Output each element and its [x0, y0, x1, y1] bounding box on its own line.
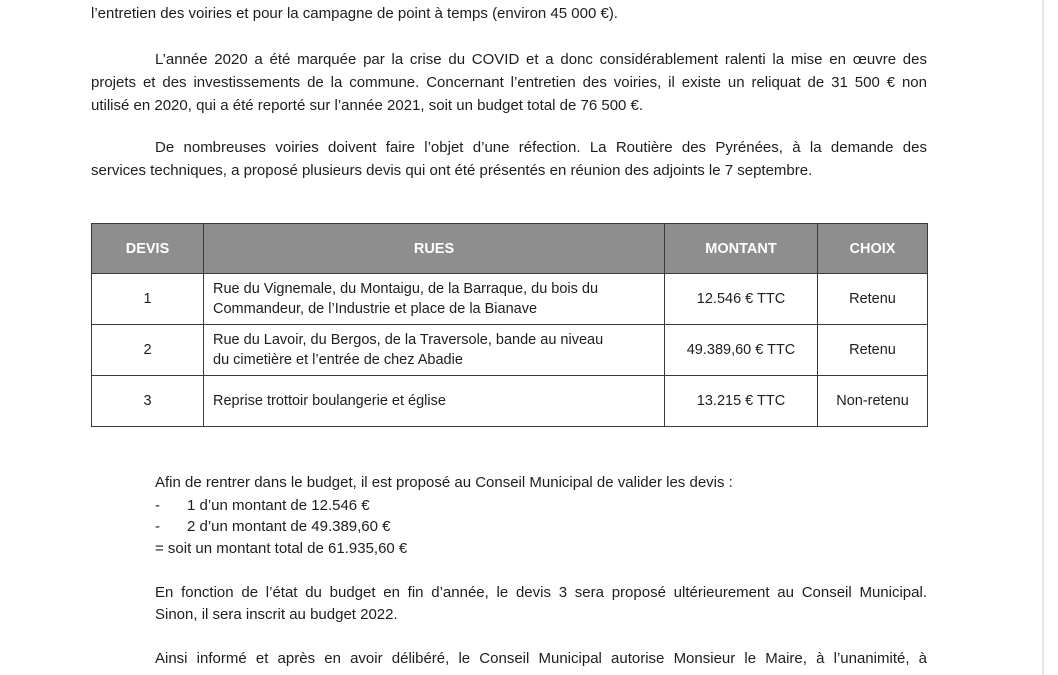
header-devis: DEVIS: [92, 224, 204, 274]
cell-montant: 12.546 € TTC: [665, 274, 818, 325]
cell-rues: [204, 325, 665, 376]
cell-choix: Non-retenu: [818, 376, 928, 427]
cell-devis: 2: [92, 325, 204, 376]
devis-table: [91, 223, 928, 427]
paragraph-2-line-1: L’année 2020 a été marquée par la crise du COVID et a donc considérablement ralenti la mise en œuvre des: [155, 51, 927, 68]
paragraph-5-line-2: Sinon, il sera inscrit au budget 2022.: [155, 606, 398, 623]
scan-edge: [1042, 0, 1044, 675]
intro-line: l’entretien des voiries et pour la campagne de point à temps (environ 45 000 €).: [91, 5, 618, 22]
list-item-text: 1 d’un montant de 12.546 €: [187, 497, 370, 514]
paragraph-6-line-1: Ainsi informé et après en avoir délibéré, le Conseil Municipal autorise Monsieur le Maire, à l’unanimité, à: [155, 650, 927, 667]
cell-rues-line: Rue du Vignemale, du Montaigu, de la Barraque, du bois du: [213, 281, 599, 297]
cell-rues-line: Reprise trottoir boulangerie et église: [213, 393, 446, 409]
cell-montant: 13.215 € TTC: [665, 376, 818, 427]
paragraph-2-line-2: projets et des investissements de la commune. Concernant l’entretien des voiries, il existe un reliquat de 31 500 € non: [91, 74, 927, 91]
cell-devis: 1: [92, 274, 204, 325]
header-rues: RUES: [204, 224, 665, 274]
paragraph-3-line-2: services techniques, a proposé plusieurs devis qui ont été présentés en réunion des adjoints le 7 septembre.: [91, 162, 813, 179]
cell-devis: 3: [92, 376, 204, 427]
table-row: [92, 274, 928, 325]
table-header-row: [92, 224, 928, 274]
list-bullet: -: [155, 518, 160, 535]
paragraph-4-lead: Afin de rentrer dans le budget, il est proposé au Conseil Municipal de valider les devis :: [155, 474, 733, 491]
paragraph-2-line-3: utilisé en 2020, qui a été reporté sur l’année 2021, soit un budget total de 76 500 €.: [91, 97, 644, 114]
list-item: [155, 517, 391, 537]
header-montant: MONTANT: [665, 224, 818, 274]
cell-choix: Retenu: [818, 274, 928, 325]
list-item-text: 2 d’un montant de 49.389,60 €: [187, 518, 391, 535]
cell-montant: 49.389,60 € TTC: [665, 325, 818, 376]
cell-rues-line: du cimetière et l’entrée de chez Abadie: [213, 352, 463, 368]
paragraph-3-line-1: De nombreuses voiries doivent faire l’objet d’une réfection. La Routière des Pyrénées, à la demande des: [155, 139, 927, 156]
list-bullet: -: [155, 497, 160, 514]
cell-rues: [204, 274, 665, 325]
cell-rues-line: Commandeur, de l’Industrie et place de la Bianave: [213, 301, 538, 317]
cell-rues: [204, 376, 665, 427]
list-item: [155, 496, 370, 516]
cell-rues-line: Rue du Lavoir, du Bergos, de la Traversole, bande au niveau: [213, 332, 604, 348]
table-row: [92, 376, 928, 427]
paragraph-5-line-1: En fonction de l’état du budget en fin d’année, le devis 3 sera proposé ultérieurement au Conseil Municipal.: [155, 584, 927, 601]
table-row: [92, 325, 928, 376]
cell-choix: Retenu: [818, 325, 928, 376]
header-choix: CHOIX: [818, 224, 928, 274]
paragraph-4-total: = soit un montant total de 61.935,60 €: [155, 540, 408, 557]
